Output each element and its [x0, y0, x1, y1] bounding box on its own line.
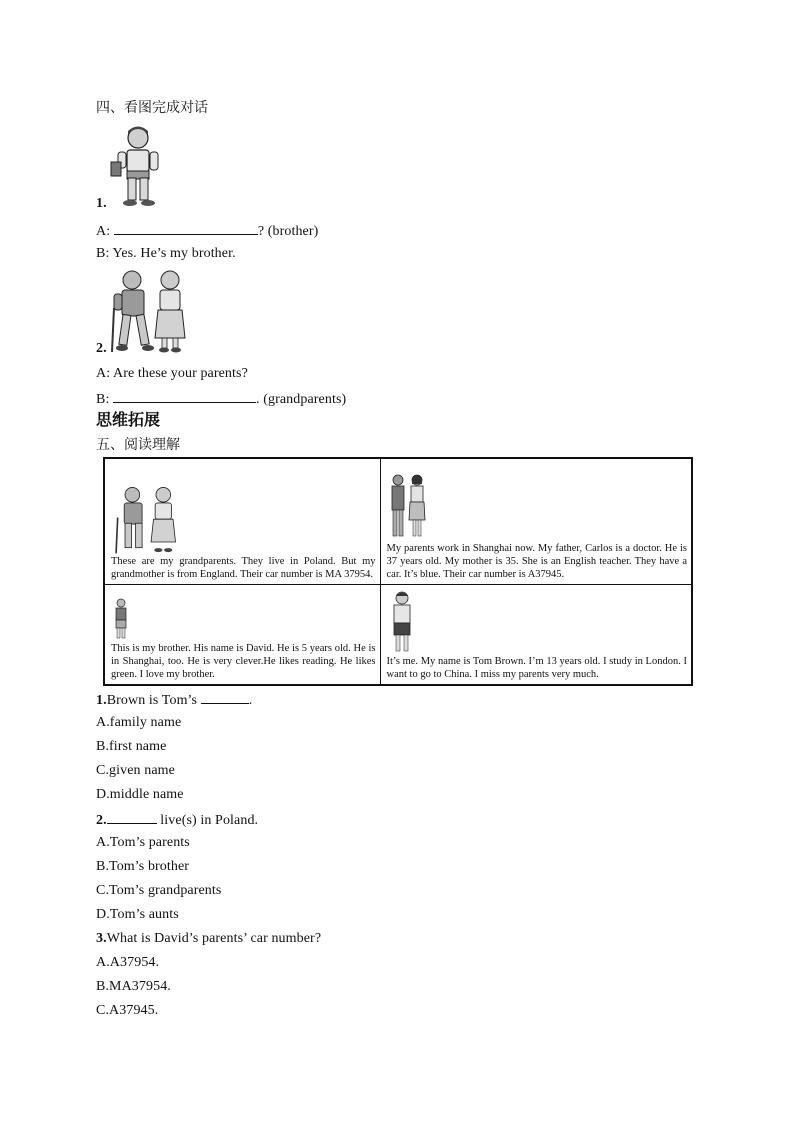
q2-line-a: A: Are these your parents? [96, 366, 248, 381]
reading-q2-option-c[interactable]: C.Tom’s grandparents [96, 883, 222, 898]
grandparents-illustration [108, 268, 192, 354]
boy-illustration [108, 124, 168, 208]
passage-tom: It’s me. My name is Tom Brown. I’m 13 years old. I study in London. I want to go to China. I miss my parents very much. [386, 656, 687, 680]
reading-q3-option-b[interactable]: B.MA37954. [96, 979, 171, 994]
reading-q3-number: 3. [96, 931, 107, 946]
question-1-number: 1. [96, 196, 107, 211]
reading-passage-table [103, 457, 693, 686]
passage-brother: This is my brother. His name is David. He is 5 years old. He is in Shanghai, too. He is very clever.He likes reading. He likes green. I love my brother. [111, 643, 376, 680]
section-4-heading: 四、看图完成对话 [96, 100, 208, 116]
q1-line-a [96, 221, 318, 241]
passage-cell-grandparents [104, 458, 380, 584]
reading-q2-blank[interactable] [107, 810, 157, 824]
q2-line-b-prefix: B: [96, 392, 114, 407]
tom-icon [387, 591, 417, 655]
q1-line-b: B: Yes. He’s my brother. [96, 246, 236, 261]
passage-cell-parents [380, 458, 692, 584]
reading-q1-option-a[interactable]: A.family name [96, 715, 182, 730]
q1-line-a-prefix: A: [96, 224, 114, 239]
reading-q1-option-b[interactable]: B.first name [96, 739, 167, 754]
passage-parents: My parents work in Shanghai now. My father, Carlos is a doctor. He is 37 years old. My mother is 35. She is an English teacher. They have a car. It’s blue. Their car number is A37945. [386, 542, 687, 580]
reading-q1-option-d[interactable]: D.middle name [96, 787, 184, 802]
reading-q1-stem: Brown is Tom’s [106, 693, 201, 708]
reading-q2-stem: live(s) in Poland. [156, 813, 259, 828]
reading-q1-number: 1. [96, 693, 107, 708]
question-2-number: 2. [96, 341, 107, 356]
brother-icon [111, 598, 131, 642]
reading-q3-option-a[interactable]: A.A37954. [96, 955, 160, 970]
q1-line-a-suffix: ? (brother) [257, 224, 319, 239]
reading-q3-option-c[interactable]: C.A37945. [96, 1003, 159, 1018]
section-5-heading: 五、阅读理解 [96, 437, 180, 453]
reading-q2-option-a[interactable]: A.Tom’s parents [96, 835, 190, 850]
reading-q2-option-b[interactable]: B.Tom’s brother [96, 859, 190, 874]
grandparents-icon [111, 485, 183, 555]
reading-question-1 [96, 690, 252, 710]
q2-answer-blank[interactable] [113, 389, 256, 403]
reading-q3-stem: What is David’s parents’ car number? [106, 931, 322, 946]
reading-q2-number: 2. [96, 813, 107, 828]
reading-q1-blank[interactable] [201, 690, 249, 704]
extension-heading: 思维拓展 [96, 410, 161, 429]
parents-icon [387, 474, 429, 542]
passage-grandparents: These are my grandparents. They live in Poland. But my grandmother is from England. Their car number is MA 37954. [111, 555, 376, 580]
passage-cell-brother [104, 584, 380, 685]
reading-q1-stem-end: . [248, 693, 253, 708]
q2-line-b-suffix: . (grandparents) [256, 392, 347, 407]
reading-question-2 [96, 810, 258, 830]
q2-line-b [96, 389, 346, 409]
q1-answer-blank[interactable] [114, 221, 258, 235]
reading-question-3 [96, 930, 321, 948]
reading-q2-option-d[interactable]: D.Tom’s aunts [96, 907, 179, 922]
passage-cell-tom [380, 584, 692, 685]
reading-q1-option-c[interactable]: C.given name [96, 763, 175, 778]
